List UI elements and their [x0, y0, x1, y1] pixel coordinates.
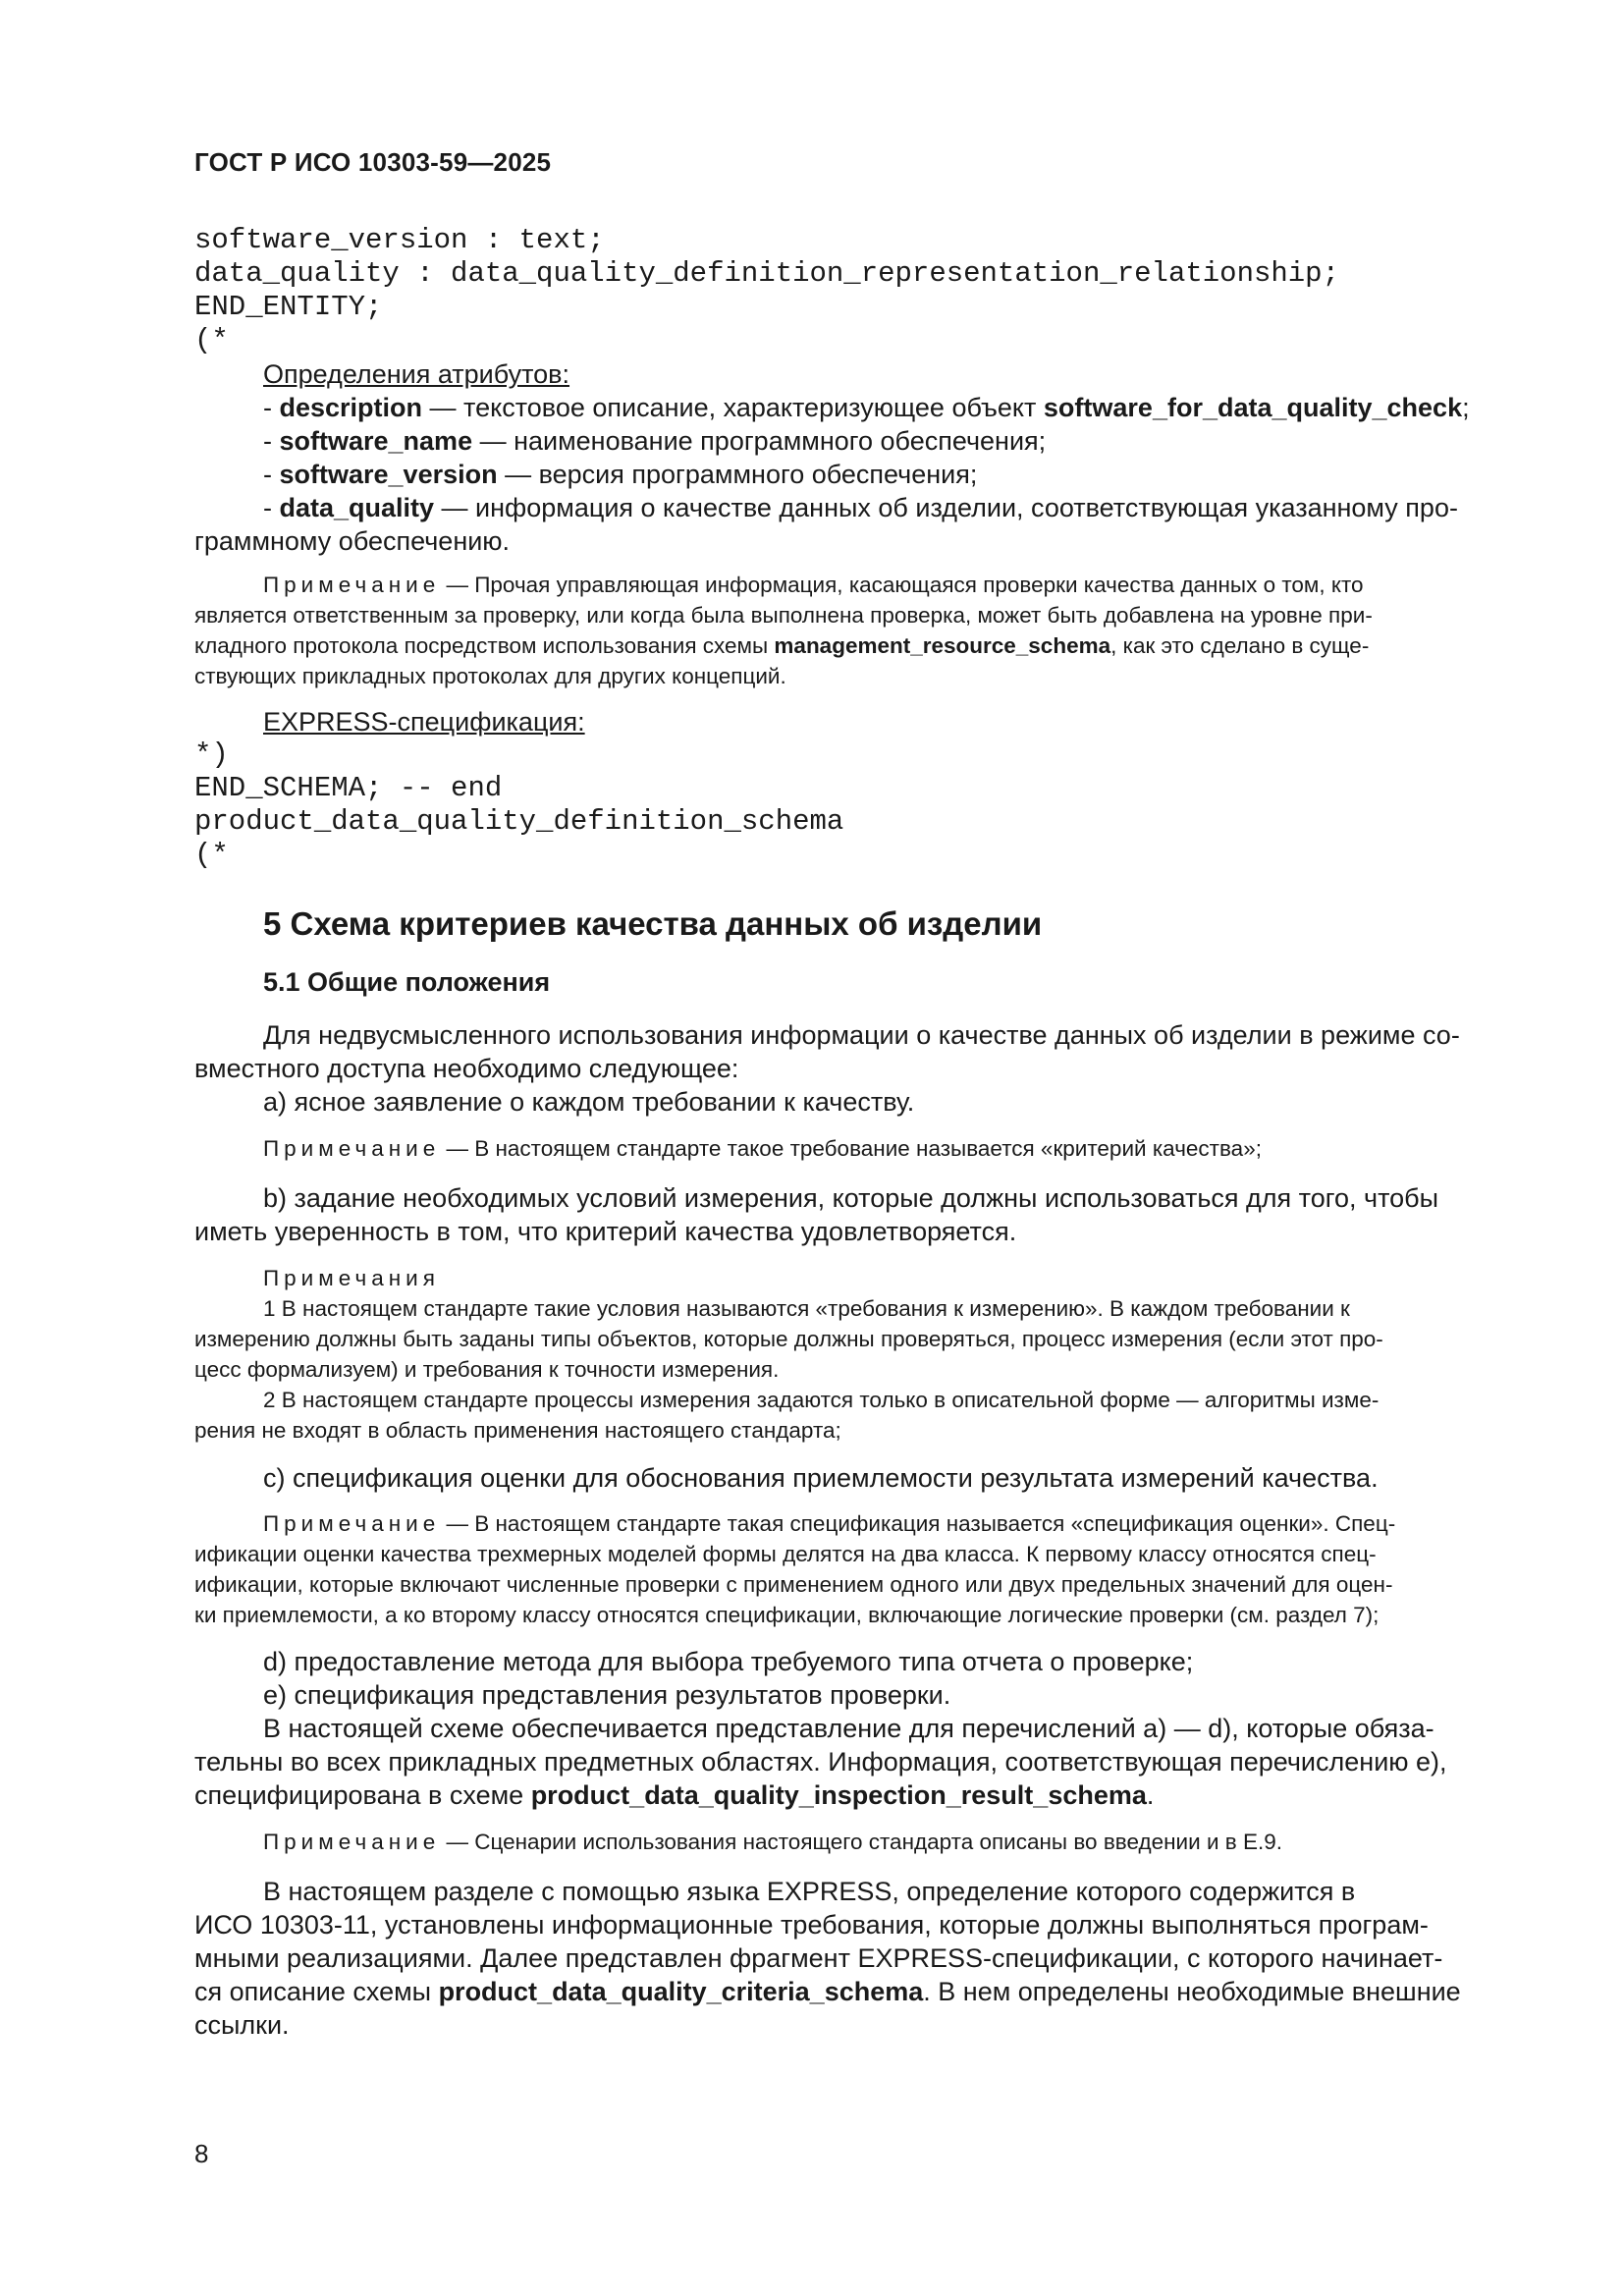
note: Примечание — Сценарии использования настоящего стандарта описаны во введении и в E.9.	[263, 1830, 1282, 1854]
paragraph-line: В настоящей схеме обеспечивается представление для перечислений a) — d), которые обяза-	[263, 1714, 1434, 1743]
note: Примечание — Прочая управляющая информация, касающаяся проверки качества данных о том, кто	[263, 573, 1364, 597]
note: Примечание — В настоящем стандарте такая спецификация называется «спецификация оценки». Спец-	[263, 1511, 1396, 1536]
note-line: измерению должны быть заданы типы объектов, которые должны проверяться, процесс измерения (если этот про-	[194, 1327, 1383, 1351]
code-line: software_version : text;	[194, 224, 605, 256]
attr-def-item-cont: граммному обеспечению.	[194, 526, 511, 556]
paragraph-line: В настоящем разделе с помощью языка EXPRESS, определение которого содержится в	[263, 1877, 1356, 1906]
subsection-title: 5.1 Общие положения	[263, 967, 551, 997]
list-item-a: a) ясное заявление о каждом требовании к качеству.	[263, 1087, 915, 1117]
page-number: 8	[194, 2139, 209, 2168]
note-line: цесс формализуем) и требования к точности измерения.	[194, 1357, 780, 1382]
note-line: кладного протокола посредством использования схемы management_resource_schema, как это сделано в суще-	[194, 633, 1370, 658]
note-line: рения не входят в область применения настоящего стандарта;	[194, 1418, 841, 1443]
note-line: является ответственным за проверку, или когда была выполнена проверка, может быть добавлена на уровне при-	[194, 603, 1373, 628]
express-spec-heading: EXPRESS-спецификация:	[263, 707, 585, 737]
document-header: ГОСТ Р ИСО 10303-59—2025	[194, 147, 552, 177]
list-item-e: e) спецификация представления результатов проверки.	[263, 1680, 951, 1710]
note: Примечание — В настоящем стандарте такое требование называется «критерий качества»;	[263, 1136, 1262, 1161]
paragraph-line: вместного доступа необходимо следующее:	[194, 1054, 739, 1083]
list-item-b: b) задание необходимых условий измерения, которые должны использоваться для того, чтобы	[263, 1183, 1439, 1213]
note-line: ствующих прикладных протоколах для других концепций.	[194, 664, 786, 688]
paragraph-line: Для недвусмысленного использования информации о качестве данных об изделии в режиме со-	[263, 1020, 1460, 1050]
note-line: ификации, которые включают численные проверки с применением одного или двух предельных значений для оцен-	[194, 1572, 1393, 1597]
code-line: (*	[194, 324, 229, 356]
code-line: data_quality : data_quality_definition_representation_relationship;	[194, 257, 1339, 290]
attr-def-item: - software_version — версия программного обеспечения;	[263, 460, 978, 489]
paragraph-line: ИСО 10303-11, установлены информационные требования, которые должны выполняться програм-	[194, 1910, 1429, 1940]
paragraph-line: тельны во всех прикладных предметных областях. Информация, соответствующая перечислению e),	[194, 1747, 1447, 1777]
paragraph-line: ссылки.	[194, 2010, 290, 2040]
attr-def-item: - software_name — наименование программного обеспечения;	[263, 426, 1047, 456]
notes-label: Примечания	[263, 1266, 440, 1290]
code-line: *)	[194, 738, 229, 771]
code-line: product_data_quality_definition_schema	[194, 805, 844, 838]
attr-def-item: - description — текстовое описание, характеризующее объект software_for_data_quality_check;	[263, 393, 1470, 422]
note-line: ификации оценки качества трехмерных моделей формы делятся на два класса. К первому классу относятся спец-	[194, 1542, 1377, 1566]
paragraph-line: ся описание схемы product_data_quality_criteria_schema. В нем определены необходимые внешние	[194, 1977, 1461, 2006]
note-line: ки приемлемости, а ко второму классу относятся спецификации, включающие логические проверки (см. раздел 7);	[194, 1603, 1380, 1627]
note-line: 1 В настоящем стандарте такие условия называются «требования к измерению». В каждом требовании к	[263, 1296, 1350, 1321]
section-title: 5 Схема критериев качества данных об изделии	[263, 905, 1043, 942]
note-line: 2 В настоящем стандарте процессы измерения задаются только в описательной форме — алгоритмы изме-	[263, 1388, 1380, 1412]
paragraph-line: специфицирована в схеме product_data_quality_inspection_result_schema.	[194, 1780, 1155, 1810]
list-item-b-cont: иметь уверенность в том, что критерий качества удовлетворяется.	[194, 1217, 1017, 1246]
code-line: END_ENTITY;	[194, 291, 383, 323]
code-line: (*	[194, 839, 229, 871]
code-line: END_SCHEMA; -- end	[194, 772, 503, 804]
list-item-d: d) предоставление метода для выбора требуемого типа отчета о проверке;	[263, 1647, 1194, 1676]
attr-def-item: - data_quality — информация о качестве данных об изделии, соответствующая указанному про-	[263, 493, 1458, 522]
list-item-c: c) спецификация оценки для обоснования приемлемости результата измерений качества.	[263, 1463, 1379, 1493]
attr-defs-heading: Определения атрибутов:	[263, 359, 570, 389]
paragraph-line: мными реализациями. Далее представлен фрагмент EXPRESS-спецификации, с которого начинает-	[194, 1943, 1443, 1973]
